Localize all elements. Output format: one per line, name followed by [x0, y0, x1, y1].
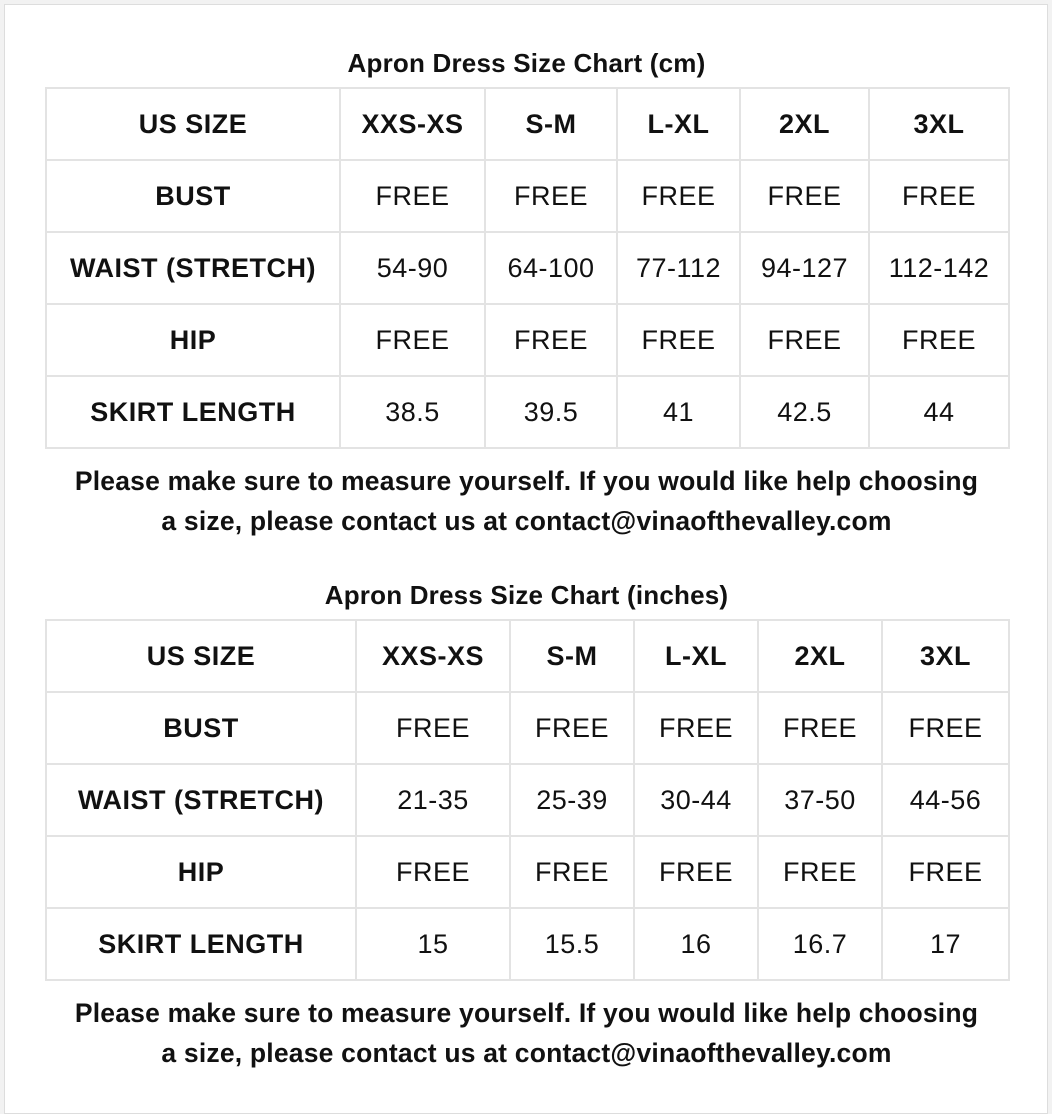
table-cell: 39.5 [485, 376, 617, 448]
row-label-bust: BUST [46, 160, 340, 232]
table-cell: 15 [356, 908, 510, 980]
table-row-bust [46, 692, 1009, 764]
table-cell: FREE [758, 692, 882, 764]
row-label-skirt-length: SKIRT LENGTH [46, 376, 340, 448]
row-label-us-size: US SIZE [46, 88, 340, 160]
table-cell: FREE [356, 692, 510, 764]
table-cell: 16.7 [758, 908, 882, 980]
measure-note-line-2: a size, please contact us at contact@vinaofthevalley.com [161, 1038, 892, 1068]
row-label-hip: HIP [46, 304, 340, 376]
table-cell: 42.5 [740, 376, 869, 448]
size-header-2xl: 2XL [758, 620, 882, 692]
table-cell: FREE [634, 836, 758, 908]
row-label-us-size: US SIZE [46, 620, 356, 692]
table-cell: FREE [617, 304, 740, 376]
row-label-waist: WAIST (STRETCH) [46, 764, 356, 836]
table-cell: 38.5 [340, 376, 485, 448]
size-header-l-xl: L-XL [634, 620, 758, 692]
table-cell: 37-50 [758, 764, 882, 836]
size-table-cm [45, 87, 1010, 449]
table-cell: FREE [740, 160, 869, 232]
size-header-3xl: 3XL [869, 88, 1009, 160]
table-row-skirt-length [46, 908, 1009, 980]
measure-note-inches [45, 993, 1008, 1073]
size-header-s-m: S-M [510, 620, 634, 692]
table-cell: 44 [869, 376, 1009, 448]
table-cell: FREE [485, 304, 617, 376]
table-cell: FREE [740, 304, 869, 376]
row-label-waist: WAIST (STRETCH) [46, 232, 340, 304]
table-cell: FREE [869, 304, 1009, 376]
table-row-skirt-length [46, 376, 1009, 448]
table-cell: 25-39 [510, 764, 634, 836]
row-label-hip: HIP [46, 836, 356, 908]
table-cell: FREE [869, 160, 1009, 232]
chart-title-inches: Apron Dress Size Chart (inches) [324, 580, 729, 610]
row-label-bust: BUST [46, 692, 356, 764]
table-row-bust [46, 160, 1009, 232]
table-cell: FREE [340, 160, 485, 232]
table-cell: 41 [617, 376, 740, 448]
table-cell: 44-56 [882, 764, 1009, 836]
table-cell: FREE [340, 304, 485, 376]
table-cell: FREE [485, 160, 617, 232]
size-chart-page [4, 4, 1048, 1114]
table-cell: 64-100 [485, 232, 617, 304]
table-row-us-size [46, 620, 1009, 692]
table-cell: FREE [510, 692, 634, 764]
table-cell: 21-35 [356, 764, 510, 836]
measure-note-line-2: a size, please contact us at contact@vinaofthevalley.com [161, 506, 892, 536]
table-cell: FREE [634, 692, 758, 764]
table-cell: 30-44 [634, 764, 758, 836]
table-row-waist [46, 764, 1009, 836]
measure-note-line-1: Please make sure to measure yourself. If you would like help choosing [74, 998, 979, 1028]
size-header-3xl: 3XL [882, 620, 1009, 692]
table-cell: FREE [510, 836, 634, 908]
size-header-s-m: S-M [485, 88, 617, 160]
table-row-us-size [46, 88, 1009, 160]
table-cell: FREE [356, 836, 510, 908]
table-row-waist [46, 232, 1009, 304]
size-header-2xl: 2XL [740, 88, 869, 160]
table-cell: FREE [882, 692, 1009, 764]
table-cell: FREE [617, 160, 740, 232]
table-cell: 94-127 [740, 232, 869, 304]
measure-note-cm [45, 461, 1008, 541]
table-cell: 17 [882, 908, 1009, 980]
table-row-hip [46, 304, 1009, 376]
table-cell: 112-142 [869, 232, 1009, 304]
size-table-inches [45, 619, 1010, 981]
table-cell: FREE [882, 836, 1009, 908]
measure-note-line-1: Please make sure to measure yourself. If you would like help choosing [74, 466, 979, 496]
size-header-l-xl: L-XL [617, 88, 740, 160]
chart-title-cm: Apron Dress Size Chart (cm) [347, 48, 706, 78]
table-cell: 16 [634, 908, 758, 980]
size-chart-cm-section [45, 45, 1008, 541]
size-header-xxs-xs: XXS-XS [340, 88, 485, 160]
table-cell: 54-90 [340, 232, 485, 304]
size-chart-inches-section [45, 577, 1008, 1073]
size-header-xxs-xs: XXS-XS [356, 620, 510, 692]
table-cell: 15.5 [510, 908, 634, 980]
row-label-skirt-length: SKIRT LENGTH [46, 908, 356, 980]
table-cell: FREE [758, 836, 882, 908]
table-row-hip [46, 836, 1009, 908]
table-cell: 77-112 [617, 232, 740, 304]
